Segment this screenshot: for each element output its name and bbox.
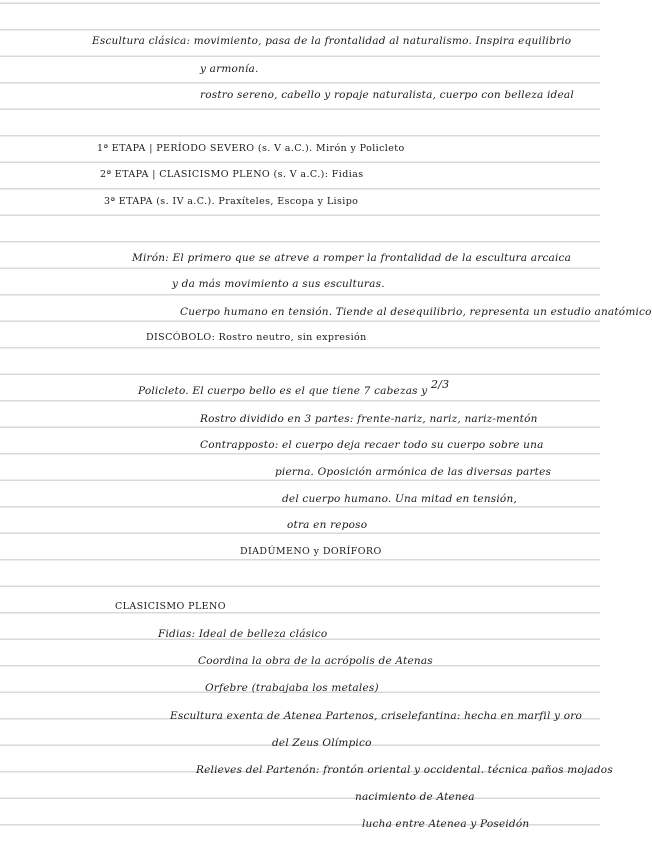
fraction: 2/3	[430, 378, 450, 391]
fidias-line: lucha entre Atenea y Poseidón	[362, 818, 530, 830]
intro-line: rostro sereno, cabello y ropaje naturalista, cuerpo con belleza ideal	[200, 89, 574, 101]
policleto-line: pierna. Oposición armónica de las diversas partes	[275, 466, 552, 478]
policleto-line: DIADÚMENO y DORÍFORO	[240, 546, 382, 557]
stage-line: 3ª ETAPA (s. IV a.C.). Praxíteles, Escopa y Lisipo	[104, 196, 359, 207]
policleto-line	[138, 378, 450, 398]
stage-line: 2ª ETAPA | CLASICISMO PLENO (s. V a.C.): Fidias	[100, 169, 364, 180]
miron-line: Mirón: El primero que se atreve a romper la frontalidad de la escultura arcaica	[132, 252, 572, 264]
policleto-line: del cuerpo humano. Una mitad en tensión,	[282, 493, 517, 505]
policleto-line: otra en reposo	[287, 519, 368, 531]
policleto-line: Rostro dividido en 3 partes: frente-nariz, nariz, nariz-mentón	[200, 413, 538, 425]
stage-line: 1ª ETAPA | PERÍODO SEVERO (s. V a.C.). Mirón y Policleto	[97, 143, 405, 154]
fidias-line: Coordina la obra de la acrópolis de Atenas	[198, 655, 433, 667]
policleto-text: Policleto. El cuerpo bello es el que tiene 7 cabezas y	[138, 385, 428, 397]
intro-line: Escultura clásica: movimiento, pasa de la frontalidad al naturalismo. Inspira equilibrio	[92, 35, 572, 47]
fidias-line: nacimiento de Atenea	[355, 791, 475, 803]
section-heading: CLASICISMO PLENO	[115, 601, 226, 612]
fidias-line: del Zeus Olímpico	[272, 737, 372, 749]
fidias-line: Relieves del Partenón: frontón oriental y occidental. técnica paños mojados	[196, 764, 613, 776]
miron-line: y da más movimiento a sus esculturas.	[172, 278, 385, 290]
fidias-line: Escultura exenta de Atenea Partenos, criselefantina: hecha en marfil y oro	[170, 710, 582, 722]
fidias-line: Fidias: Ideal de belleza clásico	[158, 628, 328, 640]
miron-line: DISCÓBOLO: Rostro neutro, sin expresión	[146, 332, 367, 343]
policleto-line: Contrapposto: el cuerpo deja recaer todo su cuerpo sobre una	[200, 439, 544, 451]
fidias-line: Orfebre (trabajaba los metales)	[205, 682, 379, 694]
miron-line: Cuerpo humano en tensión. Tiende al desequilibrio, representa un estudio anatómico	[180, 306, 652, 318]
intro-line: y armonía.	[200, 63, 259, 75]
